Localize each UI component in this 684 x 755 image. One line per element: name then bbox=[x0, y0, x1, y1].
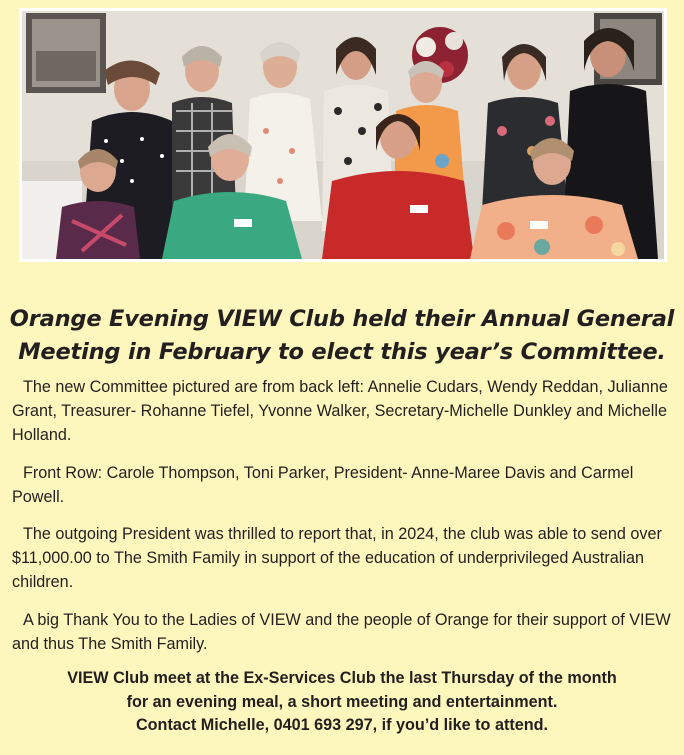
paragraph-text: Front Row: Carole Thompson, Toni Parker, President- Anne-Maree Davis and Carmel Powell. bbox=[12, 464, 634, 506]
meeting-info-line-2: for an evening meal, a short meeting and entertainment. bbox=[126, 692, 558, 711]
headline bbox=[0, 303, 684, 369]
meeting-info-line-3: Contact Michelle, 0401 693 297, if you’d like to attend. bbox=[135, 716, 548, 734]
group-photo-frame bbox=[19, 8, 667, 262]
paragraph-outgoing-president bbox=[12, 522, 674, 594]
meeting-info-line-1: VIEW Club meet at the Ex-Services Club the last Thursday of the month bbox=[67, 669, 617, 687]
paragraph-text: The outgoing President was thrilled to report that, in 2024, the club was able to send over $11,000.00 to The Smith Family in support of the education of underprivileged Australian children. bbox=[12, 525, 662, 591]
paragraph-front-row bbox=[12, 461, 674, 509]
meeting-info bbox=[0, 667, 684, 738]
paragraph-text: The new Committee pictured are from back left: Annelie Cudars, Wendy Reddan, Julianne Grant, Treasurer- Rohanne Tiefel, Yvonne Walker, Secretary-Michelle Dunkley and Michelle Holland. bbox=[12, 378, 668, 444]
paragraph-text: A big Thank You to the Ladies of VIEW and the people of Orange for their support of VIEW and thus The Smith Family. bbox=[12, 611, 671, 653]
headline-line-1: Orange Evening VIEW Club held their Annual General bbox=[9, 306, 675, 332]
group-photo bbox=[22, 11, 664, 259]
paragraph-thank-you bbox=[12, 608, 674, 656]
headline-line-2: Meeting in February to elect this year’s Committee. bbox=[18, 339, 666, 365]
paragraph-committee bbox=[12, 375, 674, 447]
